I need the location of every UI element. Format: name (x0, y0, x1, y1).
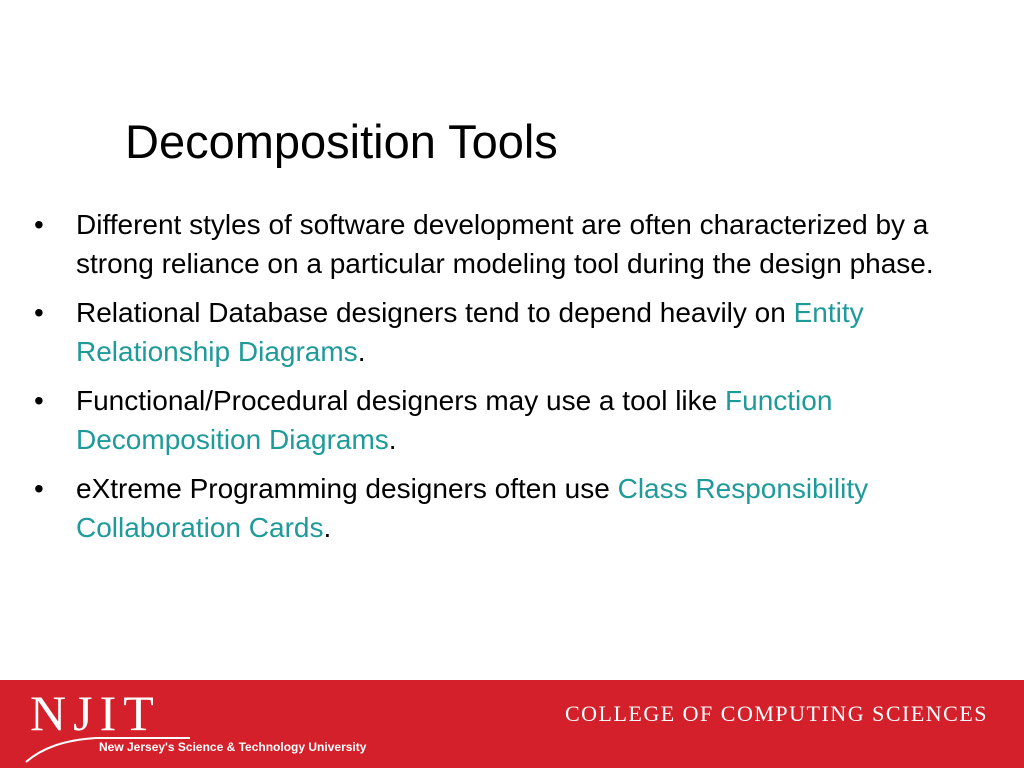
bullet-text-end: . (357, 336, 366, 367)
bullet-text: eXtreme Programming designers often use (76, 473, 618, 504)
logo-letters: NJIT (30, 685, 161, 741)
footer-banner (0, 680, 1024, 768)
bullet-item (34, 381, 994, 459)
bullet-item (34, 293, 994, 371)
bullet-text-end: . (388, 424, 397, 455)
bullet-marker: • (34, 209, 44, 240)
bullet-text: Functional/Procedural designers may use a tool like (76, 385, 726, 416)
bullet-item (34, 469, 994, 547)
college-name: COLLEGE OF COMPUTING SCIENCES (564, 701, 988, 726)
bullet-link-function-decomposition-diagrams[interactable]: Function Decomposition Diagrams (76, 385, 833, 455)
njit-logo (24, 684, 394, 764)
logo-tagline: New Jersey's Science & Technology University (99, 740, 367, 754)
bullet-text: Different styles of software development are often characterized by a strong reliance on a particular modeling tool during the design phase. (76, 209, 934, 279)
bullet-link-entity-relationship-diagrams[interactable]: Entity Relationship Diagrams (76, 297, 864, 367)
bullet-text: Relational Database designers tend to depend heavily on (76, 297, 794, 328)
bullet-marker: • (34, 385, 44, 416)
bullet-marker: • (34, 473, 44, 504)
bullet-list (34, 205, 994, 557)
bullet-link-class-responsibility-collaboration-cards[interactable]: Class Responsibility Collaboration Cards (76, 473, 869, 543)
bullet-text-end: . (323, 512, 332, 543)
slide-title: Decomposition Tools (125, 115, 558, 168)
bullet-item (34, 205, 994, 283)
bullet-marker: • (34, 297, 44, 328)
